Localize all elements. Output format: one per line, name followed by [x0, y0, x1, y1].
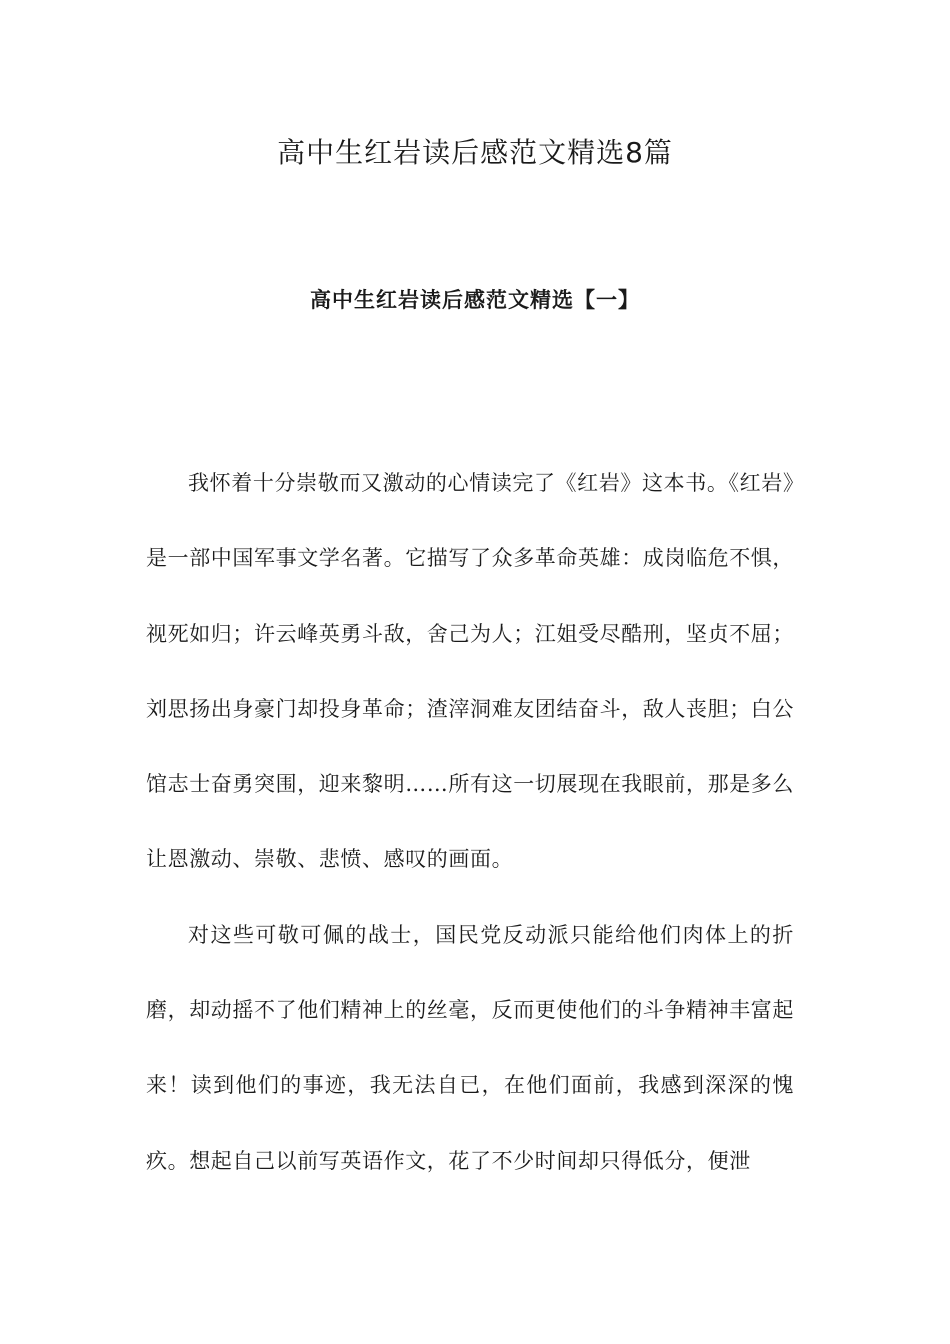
section-heading: 高中生红岩读后感范文精选【一】	[310, 287, 640, 312]
body-text	[146, 446, 794, 1199]
paragraph-1: 我怀着十分崇敬而又激动的心情读完了《红岩》这本书。《红岩》是一部中国军事文学名著。它描写了众多革命英雄：成岗临危不惧，视死如归；许云峰英勇斗敌，舍己为人；江姐受尽酷刑，坚贞不屈；刘思扬出身豪门却投身革命；渣滓洞难友团结奋斗，敌人丧胆；白公馆志士奋勇突围，迎来黎明……所有这一切展现在我眼前，那是多么让恩激动、崇敬、悲愤、感叹的画面。	[146, 471, 794, 872]
document-title: 高中生红岩读后感范文精选8篇	[277, 136, 673, 169]
paragraph-2: 对这些可敬可佩的战士，国民党反动派只能给他们肉体上的折磨，却动摇不了他们精神上的丝毫，反而更使他们的斗争精神丰富起来！读到他们的事迹，我无法自已，在他们面前，我感到深深的愧疚。想起自己以前写英语作文，花了不少时间却只得低分，便泄	[146, 922, 794, 1173]
